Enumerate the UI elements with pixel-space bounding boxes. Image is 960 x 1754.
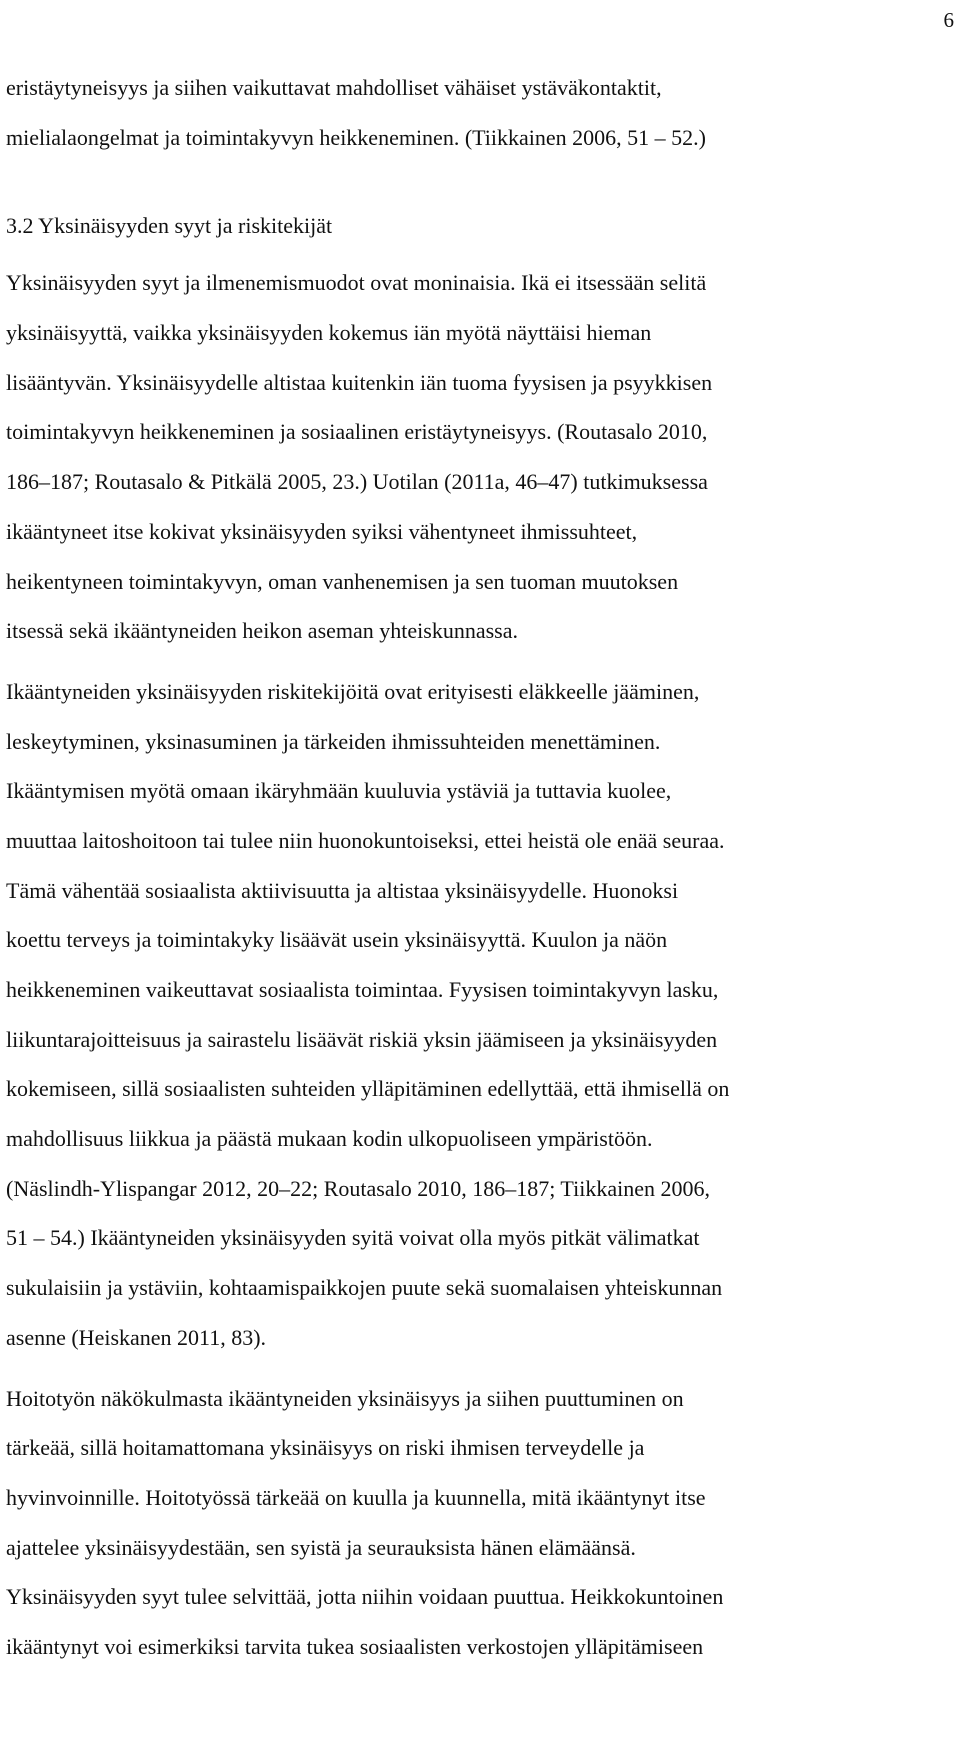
text-line: mielialaongelmat ja toimintakyvyn heikkeneminen. (Tiikkainen 2006, 51 – 52.)	[6, 124, 707, 150]
text-line: sukulaisiin ja ystäviin, kohtaamispaikkojen puute sekä suomalaisen yhteiskunnan	[6, 1275, 723, 1301]
text-line: ajattelee yksinäisyydestään, sen syistä ja seurauksista hänen elämäänsä.	[6, 1534, 636, 1560]
text-line: koettu terveys ja toimintakyky lisäävät usein yksinäisyyttä. Kuulon ja näön	[6, 927, 668, 953]
text-line: Yksinäisyyden syyt ja ilmenemismuodot ovat moninaisia. Ikä ei itsessään selitä	[6, 270, 707, 296]
text-line: hyvinvoinnille. Hoitotyössä tärkeää on kuulla ja kuunnella, mitä ikääntynyt itse	[6, 1484, 706, 1510]
text-line: kokemiseen, sillä sosiaalisten suhteiden ylläpitäminen edellyttää, että ihmisellä on	[6, 1076, 730, 1102]
text-line: (Näslindh-Ylispangar 2012, 20–22; Routasalo 2010, 186–187; Tiikkainen 2006,	[6, 1175, 710, 1201]
text-line: toimintakyvyn heikkeneminen ja sosiaalinen eristäytyneisyys. (Routasalo 2010,	[6, 419, 708, 445]
text-line: Tämä vähentää sosiaalista aktiivisuutta ja altistaa yksinäisyydelle. Huonoksi	[6, 877, 679, 903]
text-line: Yksinäisyyden syyt tulee selvittää, jotta niihin voidaan puuttua. Heikkokuntoinen	[6, 1584, 724, 1610]
text-line: Ikääntymisen myötä omaan ikäryhmään kuuluvia ystäviä ja tuttavia kuolee,	[6, 778, 672, 804]
text-line: yksinäisyyttä, vaikka yksinäisyyden kokemus iän myötä näyttäisi hieman	[6, 320, 652, 346]
text-line: ikääntynyt voi esimerkiksi tarvita tukea sosiaalisten verkostojen ylläpitämiseen	[6, 1633, 704, 1659]
text-line: ikääntyneet itse kokivat yksinäisyyden syiksi vähentyneet ihmissuhteet,	[6, 518, 638, 544]
document-body	[6, 72, 936, 1681]
text-line: itsessä sekä ikääntyneiden heikon aseman yhteiskunnassa.	[6, 618, 518, 644]
intro-paragraph	[6, 72, 936, 171]
text-line: heikkeneminen vaikeuttavat sosiaalista toimintaa. Fyysisen toimintakyvyn lasku,	[6, 977, 719, 1002]
text-line: eristäytyneisyys ja siihen vaikuttavat mahdolliset vähäiset ystäväkontaktit,	[6, 75, 662, 100]
paragraph-3	[6, 1383, 936, 1681]
text-line: tärkeää, sillä hoitamattomana yksinäisyys on riski ihmisen terveydelle ja	[6, 1435, 645, 1461]
text-line: 51 – 54.) Ikääntyneiden yksinäisyyden syitä voivat olla myös pitkät välimatkat	[6, 1225, 700, 1251]
text-line: liikuntarajoitteisuus ja sairastelu lisäävät riskiä yksin jäämiseen ja yksinäisyyden	[6, 1026, 718, 1052]
text-line: Hoitotyön näkökulmasta ikääntyneiden yksinäisyys ja siihen puuttuminen on	[6, 1385, 684, 1411]
text-line: lisääntyvän. Yksinäisyydelle altistaa kuitenkin iän tuoma fyysisen ja psyykkisen	[6, 369, 713, 395]
text-line: mahdollisuus liikkua ja päästä mukaan kodin ulkopuoliseen ympäristöön.	[6, 1126, 653, 1152]
text-line: asenne (Heiskanen 2011, 83).	[6, 1324, 267, 1350]
paragraph-2	[6, 676, 936, 1372]
text-line: muuttaa laitoshoitoon tai tulee niin huonokuntoiseksi, ettei heistä ole enää seuraa.	[6, 827, 725, 853]
paragraph-gap	[6, 665, 936, 676]
page-number: 6	[943, 8, 954, 32]
text-line: 186–187; Routasalo & Pitkälä 2005, 23.) Uotilan (2011a, 46–47) tutkimuksessa	[6, 469, 708, 495]
paragraph-gap	[6, 1372, 936, 1383]
text-line: Ikääntyneiden yksinäisyyden riskitekijöitä ovat erityisesti eläkkeelle jääminen,	[6, 678, 700, 704]
text-line: leskeytyminen, yksinasuminen ja tärkeiden ihmissuhteiden menettäminen.	[6, 728, 661, 754]
section-heading: 3.2 Yksinäisyyden syyt ja riskitekijät	[6, 213, 333, 239]
paragraph-1	[6, 267, 936, 665]
text-line: heikentyneen toimintakyvyn, oman vanhenemisen ja sen tuoman muutoksen	[6, 568, 679, 594]
